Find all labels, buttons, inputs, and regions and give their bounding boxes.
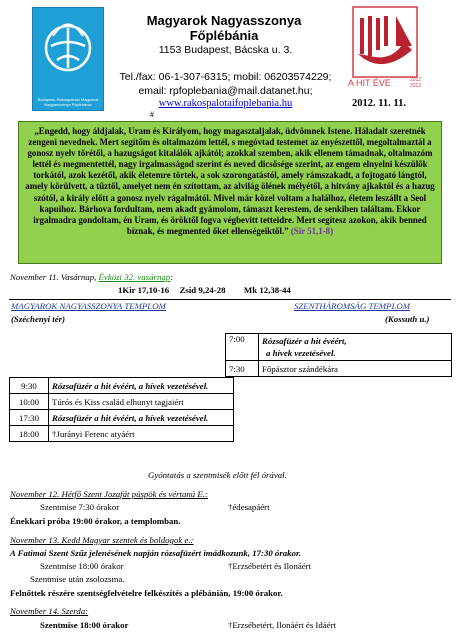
church-right-place: (Kossuth u.)	[385, 314, 430, 324]
address: 1153 Budapest, Bácska u. 3.	[158, 44, 293, 56]
day-13-mass: Szentmise 18:00 órakor	[40, 561, 124, 571]
day-14-title: November 14. Szerda:	[10, 606, 89, 616]
sunday-colon: :	[170, 272, 174, 282]
parish-logo	[32, 7, 104, 111]
reading-3: Mk 12,38-44	[243, 285, 291, 295]
event-cell	[259, 334, 452, 361]
confession-note: Gyóntatás a szentmisék előtt fél órával.	[148, 470, 287, 480]
schedule-top-rule	[9, 299, 451, 300]
phone: Tel./fax: 06-1-307-6315; mobil: 06203574229;	[119, 71, 332, 83]
table-row	[10, 426, 234, 442]
parish-logo-text: Budapest–Rákospalotai Magyarok Nagyasszonya Főplébánia	[37, 97, 99, 107]
table-row	[10, 410, 234, 426]
reading-1: 1Kir 17,10-16	[118, 285, 170, 295]
church-left-name: MAGYAROK NAGYASSZONYA TEMPLOM	[11, 301, 166, 311]
day-12-note: Énekkari próba 19:00 órakor, a templomban.	[10, 516, 181, 526]
left-church-schedule	[9, 377, 234, 442]
year-of-faith-logo-icon	[352, 6, 418, 78]
event-cell: †Jurányi Ferenc atyáért	[49, 426, 234, 442]
day-14-mass: Szentmise 18:00 órakor	[40, 620, 129, 630]
day-13-fatima: A Fatimai Szent Szűz jelenésének napján rózsafüzért imádkozunk, 17:30 órakor.	[10, 548, 302, 558]
sunday-readings	[118, 285, 291, 295]
scripture-quote: „Engedd, hogy áldjalak, Uram és Királyom, hogy magasztaljalak, üdvömnek Istene. Háladalt szeretnék zengeni nevednek. Mert segítőm és oltalmazóm lettél, s megóvtad testemet az enyészettől, megoltalmaztál a gonosz nyelv tőrétől, a hazugságot kitalálók ajkától; azokkal szemben, akik ellenem támadnak, oltalmazóm lettél és megmentettél, nagy irgalmasságod szerint és neved dicsősége szerint, az engem elnyelni készülők torkától, azok kezétől, akik életemre törtek, a sok szorongatástól, amely rámszakadt, a fojtogató lángtól, amely körülvett, a tűztől, amelyet nem én szítottam, az alvilág ölének mélyétől, a hitvány ajkaktól és a hazug szótól, a király előtt a gonosz nyelv rágalmától. Mivel már közel voltam a halálhoz, életem leszállt a Seol kapuihoz. Bárhova fordultam, nem akadt gyámolom, támaszt kerestem, de senkiben találtam. Ekkor irgalmadra gondoltam, én Uram, és öröktől fogva végbevitt tetteidre. Mert segítesz azokon, akik benned bíznak, és megmented őket ellenségeiktől.”	[25, 126, 435, 236]
event-line-1: Rózsafüzér a hit évéért,	[262, 336, 347, 346]
table-row	[226, 334, 452, 361]
table-row	[10, 378, 234, 394]
parish-name: Magyarok Nagyasszonya Főplébánia	[146, 13, 302, 43]
day-13-note: Felnőttek részére szentségfelvételre felkészítés a plébánián, 19:00 órakor.	[10, 588, 283, 598]
day-13-intention: †Erzsébetért és Ilonáért	[228, 561, 312, 571]
seal-emblem-icon	[33, 8, 103, 88]
time-cell: 7:30	[226, 361, 259, 377]
table-row	[226, 361, 452, 377]
time-cell: 18:00	[10, 426, 49, 442]
time-cell: 10:00	[10, 394, 49, 410]
bulletin-date: 2012. 11. 11.	[352, 98, 406, 109]
day-14-intention: †Erzsébetért, Ilonáért és Idáért	[228, 620, 336, 630]
day-12-intention: †édesapáért	[228, 502, 270, 512]
right-church-schedule	[225, 333, 452, 377]
day-12-title: November 12. Hétfő Szent Jozafát püspök és vértanú E.:	[10, 489, 208, 499]
day-12-mass: Szentmise 7:30 órakor	[40, 502, 120, 512]
time-cell: 7:00	[226, 334, 259, 361]
event-cell: Rózsafüzér a hit évéért, a hívek vezetésével.	[49, 378, 234, 394]
year-end: 2013	[410, 83, 422, 89]
year-of-faith-years	[410, 77, 421, 89]
church-left-place: (Széchenyi tér)	[11, 314, 65, 324]
scripture-quote-box	[18, 121, 442, 264]
event-cell: Rózsafüzér a hit évéért, a hívek vezetésével.	[49, 410, 234, 426]
sunday-liturgy: Évközi 32. vasárnap	[98, 272, 171, 282]
hash-mark: #	[150, 110, 154, 119]
church-right-name: SZENTHÁROMSÁG TEMPLOM	[294, 301, 411, 311]
table-row	[10, 394, 234, 410]
year-start: 2012	[410, 77, 422, 83]
email: email: rpfoplebania@mail.datanet.hu;	[138, 85, 313, 97]
time-cell: 9:30	[10, 378, 49, 394]
year-of-faith-label: A HIT ÉVE	[348, 78, 391, 88]
reading-2: Zsid 9,24-28	[179, 285, 226, 295]
event-line-2: a hívek vezetésével.	[266, 348, 336, 358]
event-cell: Főpásztor szándékára	[259, 361, 452, 377]
day-13-title: November 13. Kedd Magyar szentek és boldogok e.:	[10, 535, 194, 545]
time-cell: 17:30	[10, 410, 49, 426]
scripture-reference: (Sir 51,1-8)	[290, 225, 334, 236]
day-13-after-mass: Szentmise után zsolozsma.	[30, 574, 125, 584]
sunday-date: November 11. Vasárnap,	[10, 272, 97, 282]
website-link[interactable]: www.rakospalotaifoplebania.hu	[158, 98, 293, 109]
event-cell: Túrós és Kiss család elhunyt tagjaiért	[49, 394, 234, 410]
